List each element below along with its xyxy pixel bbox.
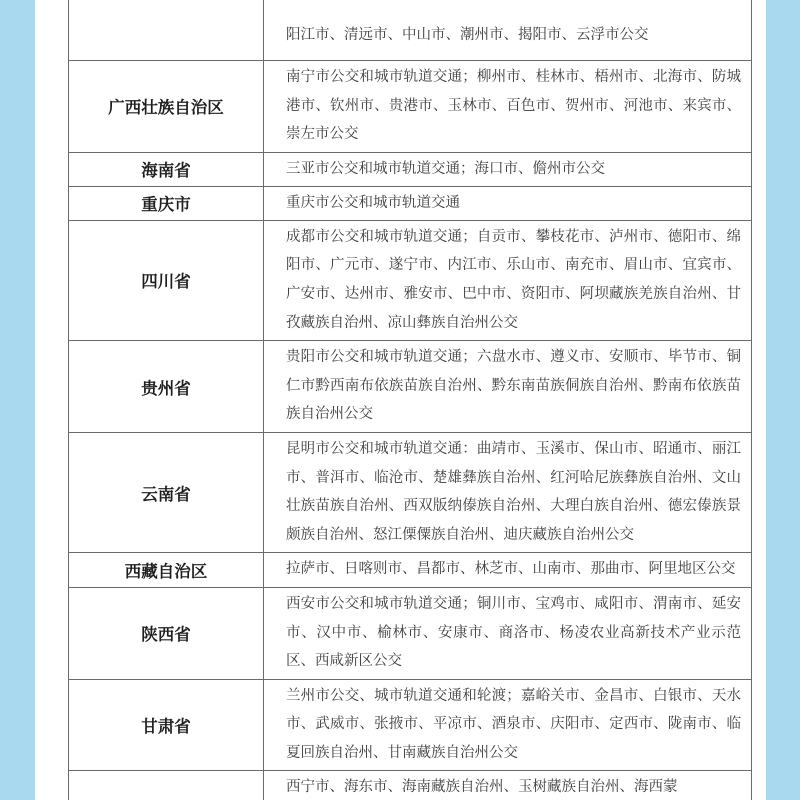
province-cell [69, 0, 264, 61]
province-cell: 西藏自治区 [69, 553, 264, 588]
cities-cell: 西安市公交和城市轨道交通；铜川市、宝鸡市、咸阳市、渭南市、延安市、汉中市、榆林市、安康市、商洛市、杨凌农业高新技术产业示范区、西咸新区公交 [264, 587, 752, 679]
cities-cell: 成都市公交和城市轨道交通；自贡市、攀枝花市、泸州市、德阳市、绵阳市、广元市、遂宁市、内江市、乐山市、南充市、眉山市、宜宾市、广安市、达州市、雅安市、巴中市、资阳市、阿坝藏族羌族自治州、甘孜藏族自治州、凉山彝族自治州公交 [264, 220, 752, 340]
cities-cell: 三亚市公交和城市轨道交通；海口市、儋州市公交 [264, 152, 752, 186]
province-cell [69, 771, 264, 800]
table-row [69, 553, 752, 588]
cities-cell: 昆明市公交和城市轨道交通：曲靖市、玉溪市、保山市、昭通市、丽江市、普洱市、临沧市、楚雄彝族自治州、红河哈尼族彝族自治州、文山壮族苗族自治州、西双版纳傣族自治州、大理白族自治州、德宏傣族景颇族自治州、怒江傈僳族自治州、迪庆藏族自治州公交 [264, 432, 752, 552]
table-row [69, 341, 752, 433]
document-page [35, 0, 766, 800]
province-cell: 云南省 [69, 432, 264, 552]
cities-cell: 南宁市公交和城市轨道交通；柳州市、桂林市、梧州市、北海市、防城港市、钦州市、贵港市、玉林市、百色市、贺州市、河池市、来宾市、崇左市公交 [264, 61, 752, 153]
province-cell: 贵州省 [69, 341, 264, 433]
table-row [69, 220, 752, 340]
cities-cell: 阳江市、清远市、中山市、潮州市、揭阳市、云浮市公交 [264, 0, 752, 61]
province-cell: 甘肃省 [69, 679, 264, 771]
province-cell: 海南省 [69, 152, 264, 186]
cities-cell: 贵阳市公交和城市轨道交通；六盘水市、遵义市、安顺市、毕节市、铜仁市黔西南布依族苗族自治州、黔东南苗族侗族自治州、黔南布依族苗族自治州公交 [264, 341, 752, 433]
table-row [69, 679, 752, 771]
cities-cell: 重庆市公交和城市轨道交通 [264, 186, 752, 220]
cities-cell: 兰州市公交、城市轨道交通和轮渡；嘉峪关市、金昌市、白银市、天水市、武威市、张掖市、平凉市、酒泉市、庆阳市、定西市、陇南市、临夏回族自治州、甘南藏族自治州公交 [264, 679, 752, 771]
table-row [69, 152, 752, 186]
cities-cell: 拉萨市、日喀则市、昌都市、林芝市、山南市、那曲市、阿里地区公交 [264, 553, 752, 588]
province-cell: 陕西省 [69, 587, 264, 679]
province-cell: 四川省 [69, 220, 264, 340]
cities-cell: 西宁市、海东市、海南藏族自治州、玉树藏族自治州、海西蒙 [264, 771, 752, 800]
table-row [69, 771, 752, 800]
table-row [69, 61, 752, 153]
table-row [69, 186, 752, 220]
province-cell: 重庆市 [69, 186, 264, 220]
province-cell: 广西壮族自治区 [69, 61, 264, 153]
table-row [69, 0, 752, 61]
table-row [69, 432, 752, 552]
table-row [69, 587, 752, 679]
transit-city-table [68, 0, 752, 800]
